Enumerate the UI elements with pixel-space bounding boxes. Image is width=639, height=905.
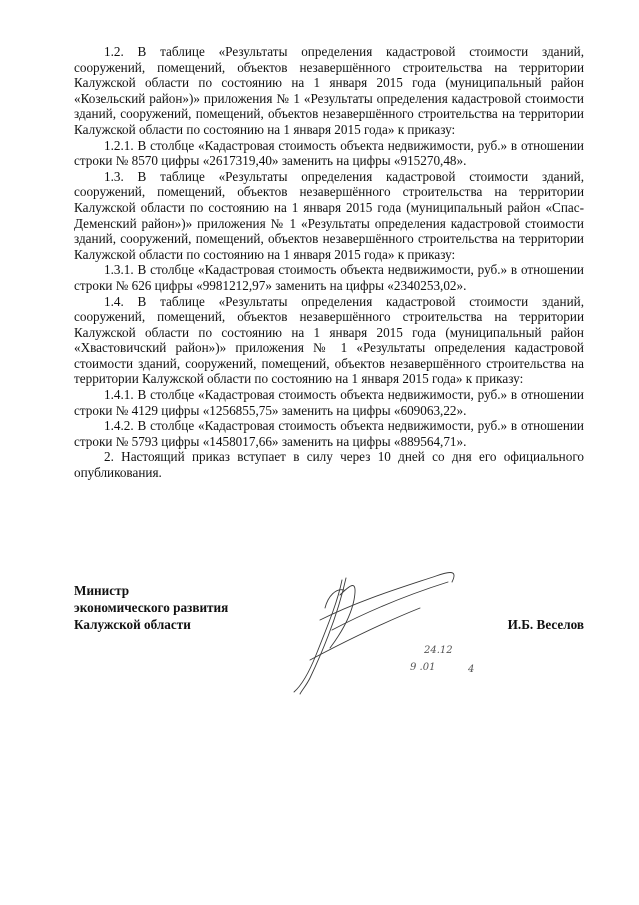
paragraph-2: 2. Настоящий приказ вступает в силу через 10 дней со дня его официального опубликования.: [74, 449, 584, 481]
signatory-name: И.Б. Веселов: [507, 617, 584, 632]
signature-block: [74, 582, 584, 633]
handwritten-note-number: 9 .01: [410, 662, 436, 673]
signatory-position-line-2: экономического развития: [74, 600, 229, 615]
signatory-position-line-3: Калужской области: [74, 617, 191, 632]
paragraph-1-2: 1.2. В таблице «Результаты определения кадастровой стоимости зданий, сооружений, помещений, объектов незавершённого строительства на территории Калужской области по состоянию на 1 января 2015 года (муниципальный район «Козельский район»)» приложения № 1 «Результаты определения кадастровой стоимости зданий, сооружений, помещений, объектов незавершённого строительства на территории Калужской области по состоянию на 1 января 2015 года» к приказу:: [74, 44, 584, 137]
document-body: [74, 44, 584, 481]
paragraph-1-3: 1.3. В таблице «Результаты определения кадастровой стоимости зданий, сооружений, помещений, объектов незавершённого строительства на территории Калужской области по состоянию на 1 января 2015 года (муниципальный район «Спас-Деменский район»)» приложения № 1 «Результаты определения кадастровой стоимости зданий, сооружений, помещений, объектов незавершённого строительства на территории Калужской области по состоянию на 1 января 2015 года» к приказу:: [74, 168, 584, 262]
handwritten-note-date: 24.12: [424, 645, 453, 656]
signatory-position-line-1: Министр: [74, 583, 130, 598]
paragraph-1-3-1: 1.3.1. В столбце «Кадастровая стоимость объекта недвижимости, руб.» в отношении строки № 626 цифры «9981212,97» заменить на цифры «2340253,02».: [74, 262, 584, 293]
paragraph-1-4-2: 1.4.2. В столбце «Кадастровая стоимость объекта недвижимости, руб.» в отношении строки № 5793 цифры «1458017,66» заменить на цифры «889564,71».: [74, 418, 584, 449]
paragraph-1-2-1: 1.2.1. В столбце «Кадастровая стоимость объекта недвижимости, руб.» в отношении строки № 8570 цифры «2617319,40» заменить на цифры «915270,48».: [74, 137, 584, 169]
paragraph-1-4-1: 1.4.1. В столбце «Кадастровая стоимость объекта недвижимости, руб.» в отношении строки № 4129 цифры «1256855,75» заменить на цифры «609063,22».: [74, 387, 584, 418]
handwritten-note-mark: 4: [468, 664, 475, 675]
paragraph-1-4: 1.4. В таблице «Результаты определения кадастровой стоимости зданий, сооружений, помещений, объектов незавершённого строительства на территории Калужской области по состоянию на 1 января 2015 года (муниципальный район «Хвастовичский район»)» приложения № 1 «Результаты определения кадастровой стоимости зданий, сооружений, помещений, объектов незавершённого строительства на территории Калужской области по состоянию на 1 января 2015 года» к приказу:: [74, 293, 584, 387]
